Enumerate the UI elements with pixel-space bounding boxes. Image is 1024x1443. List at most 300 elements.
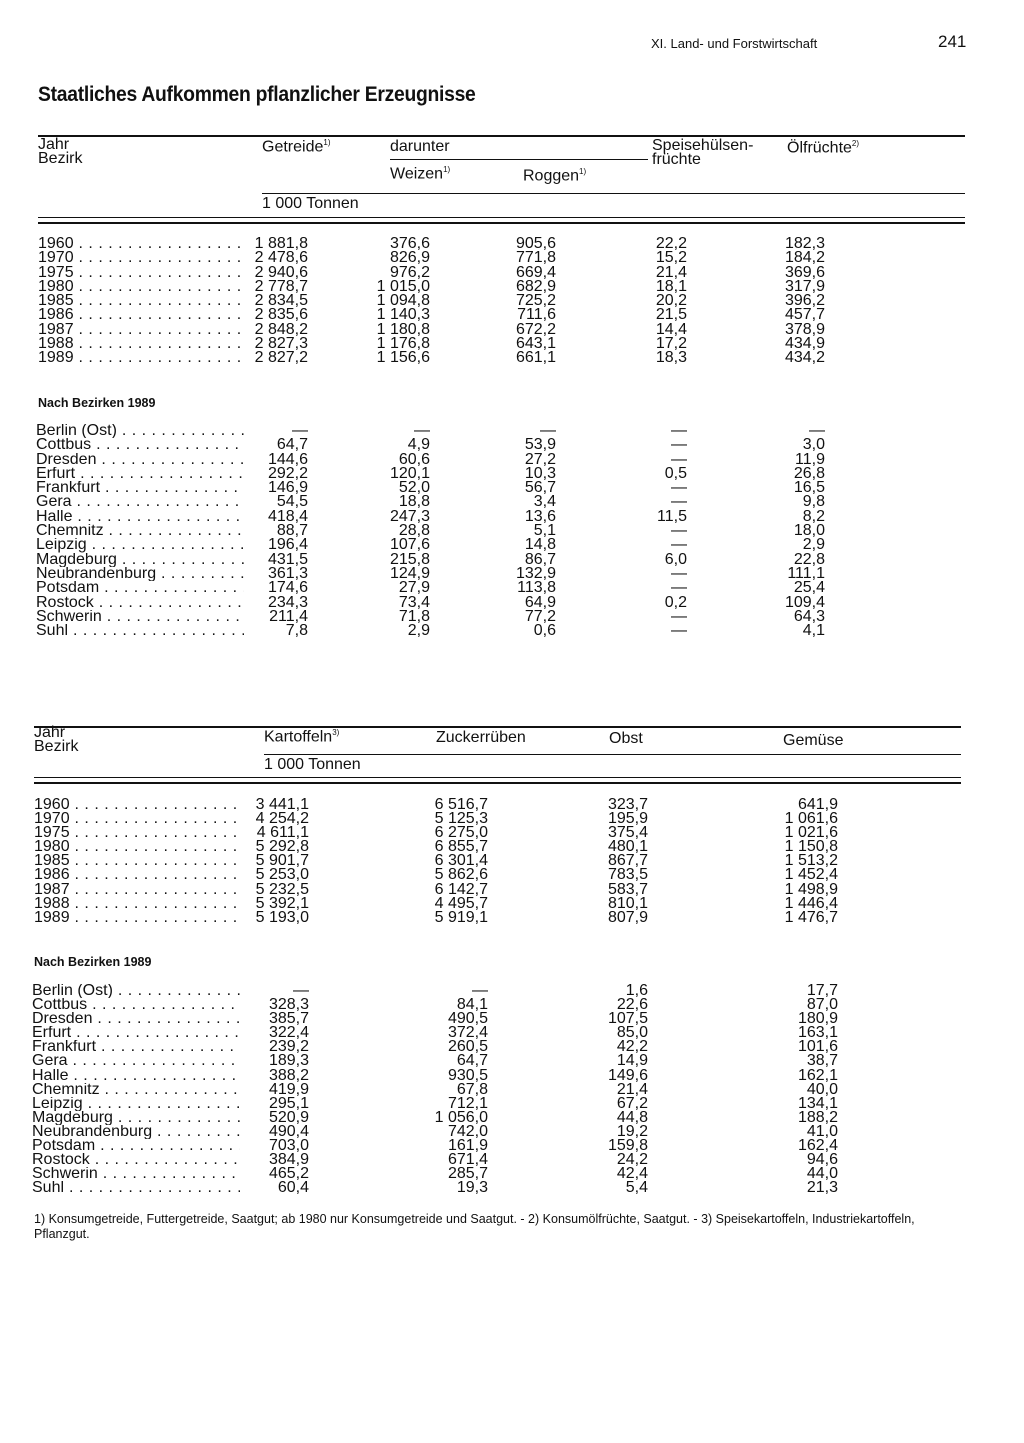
row-label: Leipzig . . . [36,538,244,552]
table-row [0,251,1024,265]
row-label: 1985 . . . [34,854,240,868]
table-cell: 41,0 [806,1122,838,1140]
table-cell: 163,1 [797,1024,838,1042]
table-cell: 146,9 [267,479,308,497]
table-row [0,826,1024,840]
table-cell: 3,4 [533,493,556,511]
table-top-rule [38,135,965,137]
row-label: Potsdam . . . [36,581,244,595]
table-cell: 64,7 [456,1052,488,1070]
table-cell: 384,9 [268,1151,309,1169]
table-cell: 11,5 [657,507,687,525]
table-cell: 328,3 [268,996,309,1014]
running-head: XI. Land- und Forstwirtschaft [651,36,818,51]
row-label: Schwerin . . . [32,1167,240,1181]
table-cell: 4,1 [802,622,825,640]
table-cell: 5 193,0 [255,908,309,926]
table-cell: 42,2 [616,1038,648,1056]
header-weizen: Weizen$^{1)}$ [390,165,451,183]
row-label: 1970 . . . [38,251,244,265]
header-zuckerrueben: Zuckerrüben [436,729,526,746]
table-cell: 174,6 [267,579,308,597]
table-cell: 86,7 [524,550,556,568]
table-cell: — [414,422,430,439]
table-cell: 4 495,7 [434,894,488,912]
table-cell: 1 156,6 [376,349,430,367]
table-cell: 369,6 [784,263,825,281]
table-cell: 159,8 [607,1137,648,1155]
table-cell: 120,1 [389,464,430,482]
table-cell: 64,3 [793,607,825,625]
table-cell: 22,6 [616,996,648,1014]
table-row [0,854,1024,868]
table-row [0,277,1024,295]
table-cell: 4 611,1 [256,824,309,842]
table-cell: 188,2 [797,1108,838,1126]
table-cell: 930,5 [447,1066,488,1084]
table-cell: 292,2 [267,464,308,482]
table-row [0,1181,1024,1195]
table-row [0,495,1024,509]
table-cell: 14,9 [616,1052,648,1070]
row-label: 1989 . . . [34,911,240,925]
table-cell: — [671,493,687,511]
table-row [0,524,1024,538]
table-cell: 388,2 [268,1066,309,1084]
table-row [0,998,1024,1012]
row-label: 1975 . . . [38,266,244,280]
table-cell: 11,9 [795,450,825,468]
header-rule-b [34,782,961,784]
table-cell: 21,4 [616,1080,648,1098]
table-row [0,1040,1024,1054]
table-cell: 2,9 [802,536,825,554]
table-row [0,812,1024,826]
row-label: 1975 . . . [34,826,240,840]
table-cell: 239,2 [268,1038,309,1056]
table-row [0,1066,1024,1084]
table-cell: 1 881,8 [254,235,308,252]
table-cell: 20,2 [655,292,687,310]
table-row [0,464,1024,482]
row-label: 1987 . . . [38,323,244,337]
table-cell: 520,9 [268,1108,309,1126]
row-label: 1980 . . . [38,280,244,294]
table-cell: 18,1 [655,277,687,295]
table-cell: 323,7 [607,796,648,813]
table-cell: 1 061,6 [784,810,838,828]
table-cell: 378,9 [784,320,825,338]
unit-rule [264,754,961,755]
table-row [0,581,1024,595]
table-cell: 1 452,4 [784,866,838,884]
row-label: Chemnitz . . . [32,1083,240,1097]
table-cell: 1 140,3 [376,306,430,324]
table-cell: 161,9 [447,1137,488,1155]
table-cell: 2 834,5 [254,292,308,310]
table-cell: 583,7 [607,880,648,898]
table-row [0,481,1024,495]
table-cell: 1 476,7 [784,908,838,926]
table-cell: — [472,982,488,999]
table-cell: 14,8 [524,536,556,554]
district-rows [0,984,1024,1195]
table-cell: 71,8 [398,607,430,625]
table-row [0,1167,1024,1181]
table-cell: 7,8 [285,622,308,640]
year-rows [0,798,1024,925]
table-cell: 87,0 [806,996,838,1014]
table-cell: 56,7 [524,479,556,497]
row-label: Magdeburg . . . [32,1111,240,1125]
table-cell: 54,5 [276,493,308,511]
year-rows [0,237,1024,366]
header-rule-a [34,777,961,778]
table-cell: — [671,607,687,625]
table-cell: 42,4 [616,1165,648,1183]
table-cell: 25,4 [793,579,825,597]
table-cell: 64,9 [524,593,556,611]
table-row [0,424,1024,438]
table-cell: 385,7 [268,1010,309,1028]
table-cell: 21,3 [806,1179,838,1197]
table-cell: 17,7 [806,982,838,999]
table-cell: 40,0 [806,1080,838,1098]
table-row [0,984,1024,998]
row-label: 1989 . . . [38,351,244,365]
table-cell: 17,2 [655,335,687,353]
table-row [0,337,1024,351]
table-cell: 826,9 [389,249,430,267]
row-label: 1985 . . . [38,294,244,308]
table-cell: 372,4 [447,1024,488,1042]
row-label: Berlin (Ost) . . . [32,984,240,998]
header-unit: 1 000 Tonnen [264,756,361,773]
row-label: Suhl . . . [32,1181,240,1195]
row-label: Potsdam . . . [32,1139,240,1153]
table-cell: 162,4 [797,1137,838,1155]
table-cell: 6 516,7 [434,796,488,813]
table-cell: 3,0 [802,436,825,454]
table-cell: 21,4 [655,263,687,281]
table-cell: 905,6 [515,235,556,252]
table-cell: 113,8 [517,579,556,597]
table-cell: 8,2 [802,507,825,525]
unit-rule [262,193,965,194]
row-label: Frankfurt . . . [36,481,244,495]
table-cell: 6 142,7 [434,880,488,898]
table-cell: 434,2 [784,349,825,367]
table-cell: 19,2 [616,1122,648,1140]
table-cell: 711,6 [517,306,556,324]
table-cell: — [671,436,687,454]
table-cell: 162,1 [797,1066,838,1084]
table-cell: — [671,479,687,497]
table-cell: 976,2 [389,263,430,281]
table-cell: 94,6 [806,1151,838,1169]
row-label: 1986 . . . [38,308,244,322]
table-cell: — [671,536,687,554]
row-label: Dresden . . . [32,1012,240,1026]
table-cell: 67,2 [616,1094,648,1112]
table-cell: 1 021,6 [784,824,838,842]
table-cell: 431,5 [267,550,308,568]
table-row [0,450,1024,468]
table-cell: 134,1 [797,1094,838,1112]
table-cell: 22,8 [793,550,825,568]
table-cell: 419,9 [268,1080,309,1098]
table-cell: 641,9 [797,796,838,813]
table-cell: 0,2 [664,593,687,611]
table-cell: — [292,422,308,439]
table-cell: 771,8 [515,249,556,267]
table-row [0,1054,1024,1068]
table-cell: 1 513,2 [784,852,838,870]
row-label: Frankfurt . . . [32,1040,240,1054]
table-cell: — [293,982,309,999]
row-label: Cottbus . . . [32,998,240,1012]
table-cell: 1 176,8 [376,335,430,353]
row-label: 1960 . . . [34,798,240,812]
table-cell: 189,3 [268,1052,309,1070]
table-cell: 182,3 [784,235,825,252]
table-cell: 6 855,7 [434,838,488,856]
table-cell: 27,9 [398,579,430,597]
row-label: 1988 . . . [34,897,240,911]
table-cell: 124,9 [389,564,430,582]
table-cell: 2 835,6 [254,306,308,324]
table-row [0,438,1024,452]
table-cell: 0,5 [664,464,687,482]
table-cell: 15,2 [655,249,687,267]
table-row [0,1139,1024,1153]
table-cell: 322,4 [268,1024,309,1042]
table-cell: 52,0 [398,479,430,497]
table-cell: 6 301,4 [434,852,488,870]
table-cell: 6 275,0 [434,824,488,842]
table-cell: 195,9 [607,810,648,828]
table-row [0,1108,1024,1126]
row-label: Neubrandenburg . . . [32,1125,240,1139]
row-label: Rostock . . . [32,1153,240,1167]
table-cell: 21,5 [655,306,687,324]
table-row [0,607,1024,625]
table-cell: 375,4 [607,824,648,842]
table-cell: 2 940,6 [254,263,308,281]
row-label: Magdeburg . . . [36,553,244,567]
header-darunter: darunter [390,138,450,155]
table-cell: 19,3 [456,1179,488,1197]
table-cell: 132,9 [515,564,556,582]
row-label: Chemnitz . . . [36,524,244,538]
footnote: 1) Konsumgetreide, Futtergetreide, Saatgut; ab 1980 nur Konsumgetreide und Saatgut. - 2) Konsumölfrüchte, Saatgut. - 3) Speisekartoffeln, Industriekartoffeln, Pflanzgut. [34,1212,915,1241]
table-cell: 149,6 [607,1066,648,1084]
table-cell: 64,7 [276,436,308,454]
table-cell: 1 150,8 [784,838,838,856]
table-cell: 742,0 [447,1122,488,1140]
header-unit: 1 000 Tonnen [262,195,359,212]
table-row [0,593,1024,611]
row-label: Neubrandenburg . . . [36,567,244,581]
table-cell: 1 015,0 [376,277,430,295]
table-cell: 682,9 [515,277,556,295]
table-cell: 434,9 [784,335,825,353]
table-cell: 2 827,3 [254,335,308,353]
table-row [0,908,1024,926]
row-label: 1987 . . . [34,883,240,897]
table-cell: 111,1 [787,564,825,582]
table-row [0,1122,1024,1140]
table-cell: 2 827,2 [254,349,308,367]
table-cell: 13,6 [524,507,556,525]
table-cell: 1 498,9 [784,880,838,898]
table-row [0,880,1024,898]
row-label: 1986 . . . [34,868,240,882]
row-label: Rostock . . . [36,596,244,610]
table-cell: 867,7 [607,852,648,870]
table-cell: — [671,564,687,582]
table-cell: 77,2 [524,607,556,625]
row-label: 1960 . . . [38,237,244,251]
table-row [0,868,1024,882]
table-cell: 703,0 [268,1137,309,1155]
table-cell: 317,9 [784,277,825,295]
table-cell: 783,5 [607,866,648,884]
table-cell: 14,4 [655,320,687,338]
table-cell: 9,8 [802,493,825,511]
table-cell: 1,6 [625,982,648,999]
row-label: Halle . . . [32,1069,240,1083]
table-cell: 107,5 [607,1010,648,1028]
table-row [0,507,1024,525]
header-rule-b [38,222,965,224]
table-cell: — [671,579,687,597]
table-cell: 18,8 [398,493,430,511]
table-cell: 211,4 [269,607,308,625]
table-cell: 5,4 [625,1179,648,1197]
row-label: Schwerin . . . [36,610,244,624]
table-cell: 5 392,1 [255,894,309,912]
table-row [0,1012,1024,1026]
header-gemuese: Gemüse [783,732,844,749]
table-cell: 234,3 [267,593,308,611]
table-cell: 669,4 [515,263,556,281]
table-row [0,294,1024,308]
col-label-year-district: Jahr Bezirk [38,136,83,167]
header-getreide: Getreide$^{1)}$ [262,138,331,156]
header-obst: Obst [609,730,643,747]
table-cell: 196,4 [267,536,308,554]
table-cell: 361,3 [267,564,308,582]
table-cell: 4 254,2 [255,810,309,828]
table-cell: 144,6 [267,450,308,468]
table-cell: 5 125,3 [434,810,488,828]
table-cell: 457,7 [784,306,825,324]
table-cell: 247,3 [389,507,430,525]
table-row [0,894,1024,912]
table-cell: 490,5 [447,1010,488,1028]
table-row [0,308,1024,322]
table-cell: 1 180,8 [376,320,430,338]
table-cell: 5 919,1 [434,908,488,926]
table-cell: 1 446,4 [784,894,838,912]
table-cell: 4,9 [407,436,430,454]
table-cell: 44,0 [806,1165,838,1183]
table-cell: 712,1 [447,1094,488,1112]
table-cell: 396,2 [784,292,825,310]
table-cell: — [809,422,825,439]
row-label: Erfurt . . . [32,1026,240,1040]
table-cell: 5 901,7 [255,852,309,870]
table-cell: 60,4 [277,1179,309,1197]
table-row [0,840,1024,854]
table-cell: 2 778,7 [254,277,308,295]
table-cell: 101,6 [797,1038,838,1056]
row-label: Gera . . . [32,1054,240,1068]
header-roggen: Roggen$^{1)}$ [523,167,587,185]
table-cell: 643,1 [515,335,556,353]
table-row [0,237,1024,251]
table-cell: 0,6 [533,622,556,640]
header-rule-a [38,217,965,218]
row-label: Dresden . . . [36,453,244,467]
table-row [0,320,1024,338]
table-cell: 53,9 [524,436,556,454]
table-cell: 5 232,5 [255,880,309,898]
table-row [0,351,1024,365]
row-label: 1980 . . . [34,840,240,854]
table-cell: 490,4 [268,1122,309,1140]
table-cell: 26,8 [793,464,825,482]
table-row [0,550,1024,568]
table-cell: 1 094,8 [376,292,430,310]
table-cell: 28,8 [398,522,430,540]
table-cell: 3 441,1 [255,796,309,813]
table-cell: 1 056,0 [434,1108,488,1126]
table-cell: 85,0 [616,1024,648,1042]
table-cell: 38,7 [806,1052,838,1070]
table-cell: 376,6 [389,235,430,252]
row-label: 1988 . . . [38,337,244,351]
table-row [0,564,1024,582]
table-cell: 60,6 [398,450,430,468]
row-label: 1970 . . . [34,812,240,826]
table-cell: 22,2 [655,235,687,252]
table-cell: 5 292,8 [255,838,309,856]
table-cell: 109,4 [784,593,825,611]
row-label: Gera . . . [36,495,244,509]
table-row [0,798,1024,812]
table-cell: 5,1 [533,522,556,540]
table-cell: 465,2 [268,1165,309,1183]
table-cell: 88,7 [276,522,308,540]
section-title-districts: Nach Bezirken 1989 [38,396,156,410]
table-row [0,624,1024,638]
table-cell: 2,9 [407,622,430,640]
table-cell: 418,4 [267,507,308,525]
table-cell: 16,5 [793,479,825,497]
row-label: Erfurt . . . [36,467,244,481]
district-rows [0,424,1024,638]
page-number: 241 [938,32,967,51]
darunter-rule [390,159,648,160]
table-cell: — [540,422,556,439]
table-cell: 480,1 [607,838,648,856]
table-row [0,1153,1024,1167]
table-cell: 5 862,6 [434,866,488,884]
table-cell: 18,3 [655,349,687,367]
page-title: Staatliches Aufkommen pflanzlicher Erzeugnisse [38,83,476,106]
